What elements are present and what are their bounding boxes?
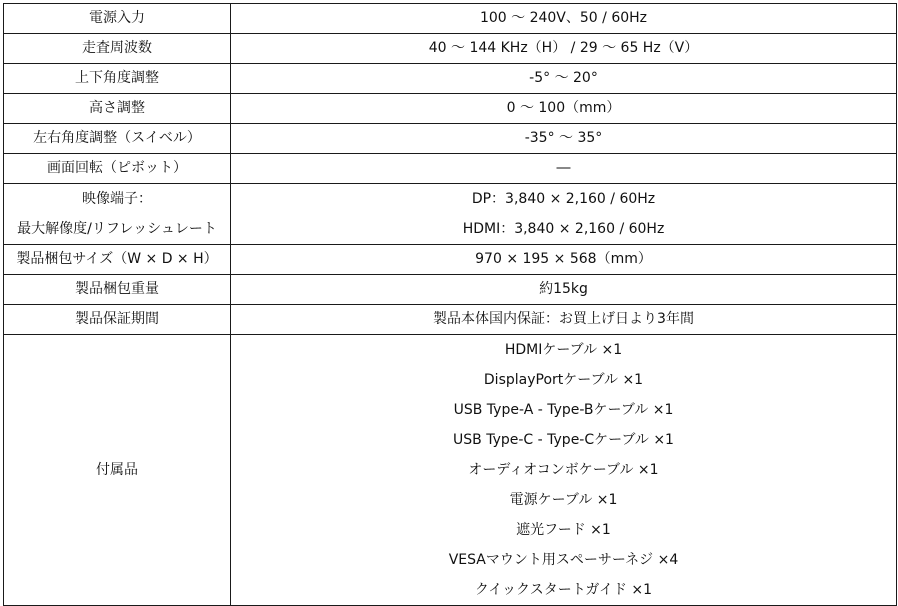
list-item: 遮光フード ×1 xyxy=(516,522,611,538)
row-value: 40 ～ 144 KHz（H） / 29 ～ 65 Hz（V） xyxy=(231,34,897,64)
table-row xyxy=(4,245,897,275)
list-item: DisplayPortケーブル ×1 xyxy=(483,372,644,388)
row-value: 約15kg xyxy=(231,275,897,305)
row-label: 電源入力 xyxy=(4,4,231,34)
table-row xyxy=(4,124,897,154)
row-label: 製品梱包サイズ（W × D × H） xyxy=(4,245,231,275)
table-row-accessories xyxy=(4,335,897,606)
row-label: 製品保証期間 xyxy=(4,305,231,335)
row-value: 100 ～ 240V、50 / 60Hz xyxy=(231,4,897,34)
row-label: 走査周波数 xyxy=(4,34,231,64)
row-label: 上下角度調整 xyxy=(4,64,231,94)
row-value: 製品本体国内保証：お買上げ日より3年間 xyxy=(231,305,897,335)
resolution-value-hdmi: HDMI：3,840 × 2,160 / 60Hz xyxy=(462,221,665,237)
resolution-value-dp: DP：3,840 × 2,160 / 60Hz xyxy=(471,191,656,207)
row-value: 970 × 195 × 568（mm） xyxy=(231,245,897,275)
accessories-label: 付属品 xyxy=(4,335,231,606)
list-item: 電源ケーブル ×1 xyxy=(509,492,618,508)
resolution-value xyxy=(231,184,897,245)
row-value: -5° ～ 20° xyxy=(231,64,897,94)
row-label: 左右角度調整（スイベル） xyxy=(4,124,231,154)
list-item: VESAマウント用スペーサーネジ ×4 xyxy=(448,552,679,568)
list-item: クイックスタートガイド ×1 xyxy=(474,582,653,598)
table-row xyxy=(4,64,897,94)
accessories-list xyxy=(231,335,897,606)
row-label: 画面回転（ピボット） xyxy=(4,154,231,184)
resolution-label-line-1: 映像端子： xyxy=(82,191,152,207)
table-row xyxy=(4,305,897,335)
resolution-label xyxy=(4,184,231,245)
table-row xyxy=(4,94,897,124)
table-row-resolution xyxy=(4,184,897,245)
list-item: USB Type-C - Type-Cケーブル ×1 xyxy=(453,432,674,448)
row-value: -35° ～ 35° xyxy=(231,124,897,154)
list-item: オーディオコンボケーブル ×1 xyxy=(468,462,659,478)
spec-table xyxy=(3,3,897,606)
table-row xyxy=(4,275,897,305)
table-row xyxy=(4,34,897,64)
row-label: 製品梱包重量 xyxy=(4,275,231,305)
list-item: HDMIケーブル ×1 xyxy=(504,342,623,358)
list-item: USB Type-A - Type-Bケーブル ×1 xyxy=(453,402,674,418)
table-row xyxy=(4,4,897,34)
row-value: ― xyxy=(231,154,897,184)
resolution-label-line-2: 最大解像度/リフレッシュレート xyxy=(17,221,217,237)
row-label: 高さ調整 xyxy=(4,94,231,124)
row-value: 0 ～ 100（mm） xyxy=(231,94,897,124)
table-row xyxy=(4,154,897,184)
